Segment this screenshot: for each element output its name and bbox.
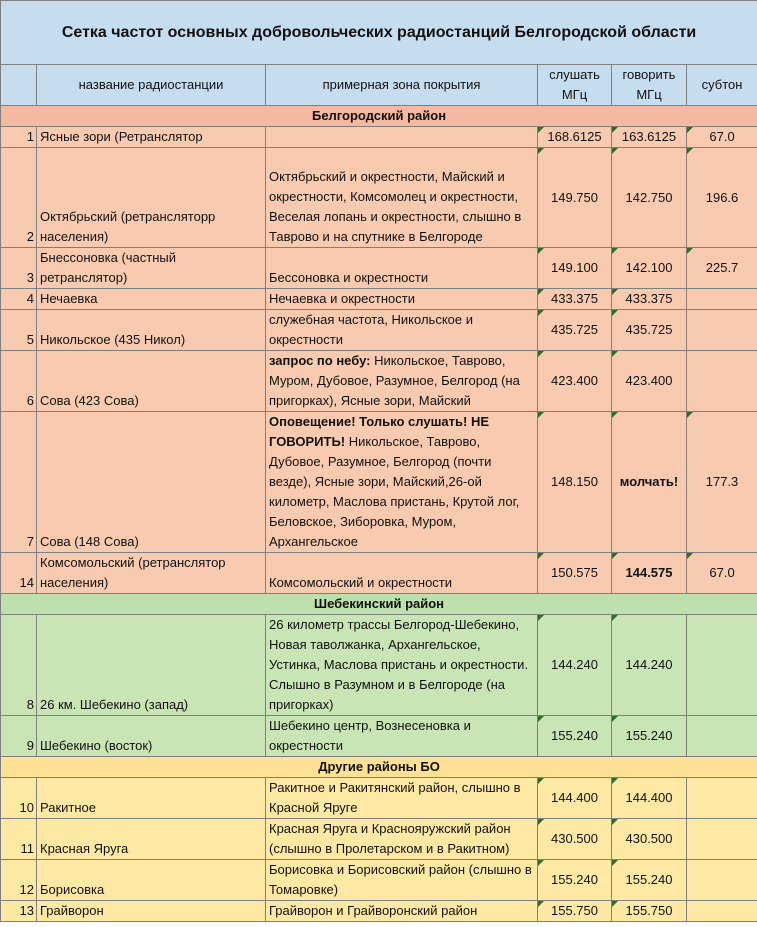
talk-frequency: 142.750 <box>612 148 687 248</box>
listen-frequency: 144.400 <box>538 778 612 819</box>
header-num <box>1 65 37 106</box>
station-name: Никольское (435 Никол) <box>37 310 266 351</box>
listen-frequency: 155.240 <box>538 716 612 757</box>
listen-frequency: 435.725 <box>538 310 612 351</box>
row-num: 10 <box>1 778 37 819</box>
station-name: 26 км. Шебекино (запад) <box>37 615 266 716</box>
listen-frequency: 433.375 <box>538 289 612 310</box>
subtone <box>687 289 757 310</box>
listen-frequency: 148.150 <box>538 412 612 553</box>
station-name: Сова (148 Сова) <box>37 412 266 553</box>
coverage-zone: служебная частота, Никольское и окрестности <box>266 310 538 351</box>
listen-frequency: 149.100 <box>538 248 612 289</box>
zone-bold-prefix: запрос по небу: <box>269 353 371 368</box>
subtone <box>687 819 757 860</box>
listen-frequency: 168.6125 <box>538 127 612 148</box>
station-name: Ясные зори (Ретранслятор <box>37 127 266 148</box>
coverage-zone: Борисовка и Борисовский район (слышно в Томаровке) <box>266 860 538 901</box>
talk-frequency: молчать! <box>612 412 687 553</box>
listen-frequency: 423.400 <box>538 351 612 412</box>
talk-frequency: 435.725 <box>612 310 687 351</box>
talk-frequency: 155.750 <box>612 901 687 922</box>
row-num: 12 <box>1 860 37 901</box>
coverage-zone: Октябрьский и окрестности, Майский и окрестности, Комсомолец и окрестности, Веселая лопань и окрестности, слышно в Таврово и на спутнике в Белгороде <box>266 148 538 248</box>
row-num: 6 <box>1 351 37 412</box>
coverage-zone: Шебекино центр, Вознесеновка и окрестности <box>266 716 538 757</box>
talk-frequency: 423.400 <box>612 351 687 412</box>
section-shebekino: Шебекинский район <box>1 594 757 615</box>
row-num: 11 <box>1 819 37 860</box>
row-num: 14 <box>1 553 37 594</box>
coverage-zone: Грайворон и Грайворонский район <box>266 901 538 922</box>
row-num: 5 <box>1 310 37 351</box>
row-num: 8 <box>1 615 37 716</box>
station-name: Октябрьский (ретрансляторр населения) <box>37 148 266 248</box>
talk-frequency: 144.400 <box>612 778 687 819</box>
station-name: Ракитное <box>37 778 266 819</box>
station-name: Борисовка <box>37 860 266 901</box>
subtone: 67.0 <box>687 553 757 594</box>
coverage-zone <box>266 351 538 412</box>
coverage-zone: Красная Яруга и Краснояружский район (слышно в Пролетарском и в Ракитном) <box>266 819 538 860</box>
section-other: Другие районы БО <box>1 757 757 778</box>
subtone <box>687 310 757 351</box>
listen-frequency: 155.750 <box>538 901 612 922</box>
zone-text: Никольское, Таврово, Муром, Дубовое, Разумное, Белгород (на пригорках), Ясные зори, Майский <box>269 353 520 408</box>
talk-frequency: 142.100 <box>612 248 687 289</box>
row-num: 2 <box>1 148 37 248</box>
coverage-zone <box>266 127 538 148</box>
header-zone: примерная зона покрытия <box>266 65 538 106</box>
station-name: Бнессоновка (частный ретранслятор) <box>37 248 266 289</box>
subtone <box>687 860 757 901</box>
subtone <box>687 778 757 819</box>
talk-frequency: 155.240 <box>612 716 687 757</box>
talk-frequency: 433.375 <box>612 289 687 310</box>
zone-text: Никольское, Таврово, Дубовое, Разумное, Белгород (почти везде), Ясные зори, Майский,26-ой километр, Маслова пристань, Крутой лог, Беловское, Зиборовка, Муром, Архангельское <box>269 434 520 549</box>
header-tone: субтон <box>687 65 757 106</box>
station-name: Красная Яруга <box>37 819 266 860</box>
row-num: 3 <box>1 248 37 289</box>
subtone <box>687 901 757 922</box>
station-name: Шебекино (восток) <box>37 716 266 757</box>
talk-frequency: 144.240 <box>612 615 687 716</box>
table-title: Сетка частот основных добровольческих радиостанций Белгородской области <box>1 1 757 65</box>
talk-frequency: 163.6125 <box>612 127 687 148</box>
subtone <box>687 351 757 412</box>
listen-frequency: 430.500 <box>538 819 612 860</box>
listen-frequency: 149.750 <box>538 148 612 248</box>
header-listen: слушать МГц <box>538 65 612 106</box>
coverage-zone: Бессоновка и окрестности <box>266 248 538 289</box>
listen-frequency: 155.240 <box>538 860 612 901</box>
station-name: Сова (423 Сова) <box>37 351 266 412</box>
talk-frequency: 155.240 <box>612 860 687 901</box>
coverage-zone <box>266 412 538 553</box>
section-belgorod: Белгородский район <box>1 106 757 127</box>
talk-frequency: 144.575 <box>612 553 687 594</box>
station-name: Грайворон <box>37 901 266 922</box>
row-num: 7 <box>1 412 37 553</box>
coverage-zone: Нечаевка и окрестности <box>266 289 538 310</box>
coverage-zone: 26 километр трассы Белгород-Шебекино, Новая таволжанка, Архангельское, Устинка, Маслова пристань и окрестности. Слышно в Разумном и в Белгороде (на пригорках) <box>266 615 538 716</box>
zone-bold-prefix: Оповещение! Только слушать! НЕ ГОВОРИТЬ! <box>269 414 490 449</box>
subtone: 225.7 <box>687 248 757 289</box>
coverage-zone: Комсомольский и окрестности <box>266 553 538 594</box>
subtone <box>687 716 757 757</box>
listen-frequency: 150.575 <box>538 553 612 594</box>
coverage-zone: Ракитное и Ракитянский район, слышно в Красной Яруге <box>266 778 538 819</box>
subtone <box>687 615 757 716</box>
header-talk: говорить МГц <box>612 65 687 106</box>
station-name: Нечаевка <box>37 289 266 310</box>
station-name: Комсомольский (ретранслятор населения) <box>37 553 266 594</box>
listen-frequency: 144.240 <box>538 615 612 716</box>
row-num: 9 <box>1 716 37 757</box>
row-num: 4 <box>1 289 37 310</box>
row-num: 13 <box>1 901 37 922</box>
talk-frequency: 430.500 <box>612 819 687 860</box>
header-name: название радиостанции <box>37 65 266 106</box>
subtone: 196.6 <box>687 148 757 248</box>
subtone: 177.3 <box>687 412 757 553</box>
subtone: 67.0 <box>687 127 757 148</box>
row-num: 1 <box>1 127 37 148</box>
